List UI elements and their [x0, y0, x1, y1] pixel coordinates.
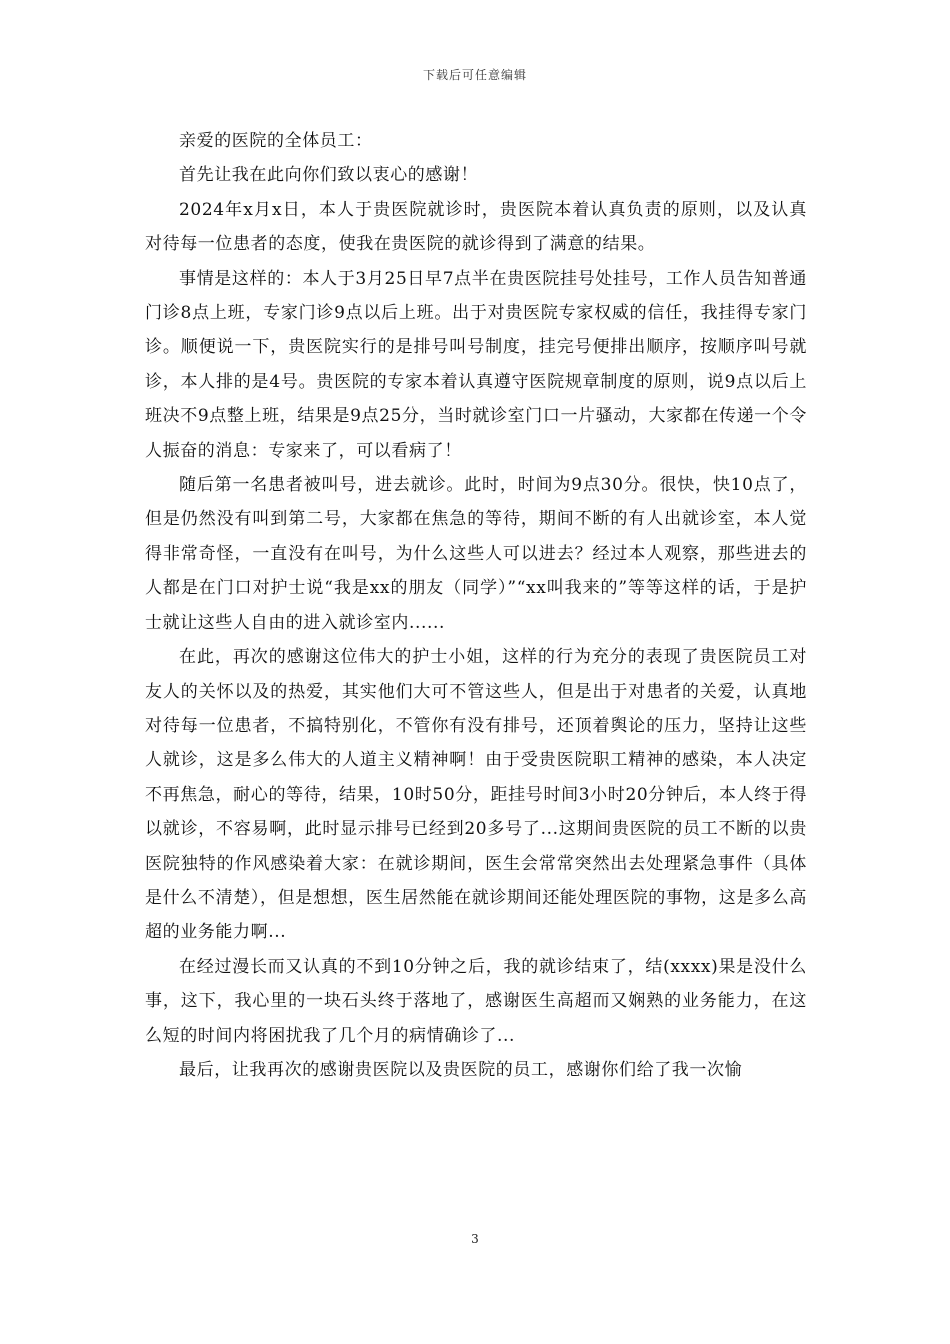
salutation: 亲爱的医院的全体员工：: [179, 131, 373, 151]
page-number: 3: [471, 1232, 479, 1246]
paragraph-thanks: 首先让我在此向你们致以衷心的感谢！: [179, 165, 479, 186]
paragraph-nurse: 在此，再次的感谢这位伟大的护士小姐，这样的行为充分的表现了贵医院员工对友人的关怀以及的热爱，其实他们大可不管这些人，但是出于对患者的关爱，认真地对待每一位患者，不搞特别化，不管你有没有排号，还顶着舆论的压力，坚持让这些人就诊，这是多么伟大的人道主义精神啊！由于受贵医院职工精神的感染，本人决定不再焦急，耐心的等待，结果，10时50分，距挂号时间3小时20分钟后，本人终于得以就诊，不容易啊，此时显示排号已经到20多号了...这期间贵医院的员工不断的以贵医院独特的作风感染着大家：在就诊期间，医生会常常突然出去处理紧急事件（具体是什么不清楚），但是想想，医生居然能在就诊期间还能处理医院的事物，这是多么高超的业务能力啊...: [145, 647, 807, 943]
paragraph-waiting: 随后第一名患者被叫号，进去就诊。此时，时间为9点30分。很快，快10点了，但是仍然没有叫到第二号，大家都在焦急的等待，期间不断的有人出就诊室，本人觉得非常奇怪，一直没有在叫号，为什么这些人可以进去？经过本人观察，那些进去的人都是在门口对护士说“我是xx的朋友（同学）”“xx叫我来的”等等这样的话，于是护士就让这些人自由的进入就诊室内......: [145, 475, 807, 633]
paragraph-diagnosis: 在经过漫长而又认真的不到10分钟之后，我的就诊结束了，结(xxxx)果是没什么事，这下，我心里的一块石头终于落地了，感谢医生高超而又娴熟的业务能力，在这么短的时间内将困扰我了几个月的病情确诊了...: [145, 956, 807, 1046]
paragraph-closing: 最后，让我再次的感谢贵医院以及贵医院的员工，感谢你们给了我一次愉: [179, 1059, 743, 1080]
letter-body: [145, 124, 807, 1087]
paragraph-visit-date: 2024年x月x日，本人于贵医院就诊时，贵医院本着认真负责的原则，以及认真对待每一位患者的态度，使我在贵医院的就诊得到了满意的结果。: [145, 199, 807, 255]
paragraph-registration: 事情是这样的：本人于3月25日早7点半在贵医院挂号处挂号，工作人员告知普通门诊8点上班，专家门诊9点以后上班。出于对贵医院专家权威的信任，我挂得专家门诊。顺便说一下，贵医院实行的是排号叫号制度，挂完号便排出顺序，按顺序叫号就诊，本人排的是4号。贵医院的专家本着认真遵守医院规章制度的原则，说9点以后上班决不9点整上班，结果是9点25分，当时就诊室门口一片骚动，大家都在传递一个令人振奋的消息：专家来了，可以看病了！: [145, 268, 807, 461]
header-note: 下载后可任意编辑: [422, 68, 527, 82]
